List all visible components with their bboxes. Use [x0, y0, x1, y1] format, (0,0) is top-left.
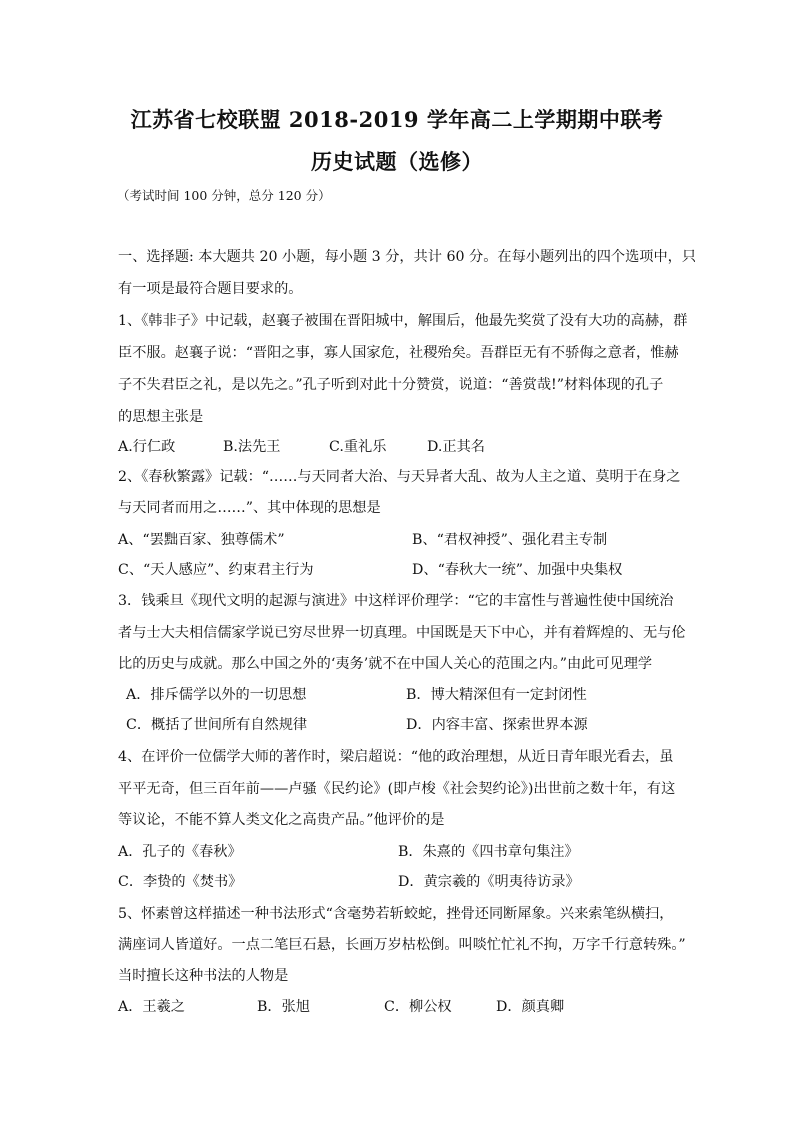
q2-text-line-2: 与天同者而用之……”、其中体现的思想是 — [118, 500, 381, 516]
q2-option-c: C、“天人感应”、约束君主行为 — [118, 562, 314, 578]
q4-option-d: D．黄宗羲的《明夷待访录》 — [398, 874, 580, 890]
q2-text-line-1: 2、《春秋繁露》记载：“……与天同者大治、与天异者大乱、故为人主之道、莫明于在身之 — [118, 469, 681, 485]
q1-text-line-2: 臣不服。赵襄子说：“晋阳之事，寡人国家危，社稷殆矣。吾群臣无有不骄侮之意者，惟赫 — [118, 345, 679, 361]
q1-option-a: A.行仁政 — [118, 439, 176, 455]
q3-option-a: A．排斥儒学以外的一切思想 — [126, 687, 307, 703]
q4-option-c: C．李贽的《焚书》 — [118, 874, 243, 890]
q3-option-c: C．概括了世间所有自然规律 — [126, 717, 308, 733]
q1-option-d: D.正其名 — [427, 439, 485, 455]
q4-text-line-2: 平平无奇，但三百年前——卢骚《民约论》(即卢梭《社会契约论》)出世前之数十年，有这 — [118, 781, 676, 797]
section-instruction-line-1: 一、选择题: 本大题共 20 小题，每小题 3 分，共计 60 分。在每小题列出的四个选项中，只 — [118, 249, 697, 265]
q5-option-a: A．王羲之 — [118, 999, 185, 1015]
q5-option-b: B．张旭 — [257, 999, 310, 1015]
q1-option-b: B.法先王 — [223, 439, 281, 455]
q5-text-line-3: 当时擅长这种书法的人物是 — [118, 968, 289, 984]
q5-text-line-1: 5、怀素曾这样描述一种书法形式“含毫势若斩蛟蛇，挫骨还同断犀象。兴来索笔纵横扫， — [118, 906, 674, 922]
q1-option-c: C.重礼乐 — [329, 439, 387, 455]
q2-option-b: B、“君权神授”、强化君主专制 — [412, 532, 608, 548]
q2-option-d: D、“春秋大一统”、加强中央集权 — [412, 562, 623, 578]
q5-text-line-2: 满座词人皆道好。一点二笔巨石悬，长画万岁枯松倒。叫啖忙忙礼不拘，万字千行意转殊。” — [118, 937, 686, 953]
exam-subtitle: 历史试题（选修） — [311, 149, 483, 174]
q4-option-b: B．朱熹的《四书章句集注》 — [398, 844, 579, 860]
q3-option-b: B．博大精深但有一定封闭性 — [406, 687, 587, 703]
q5-option-c: C．柳公权 — [384, 999, 452, 1015]
q1-text-line-3: 子不失君臣之礼，是以先之。”孔子听到对此十分赞赏，说道：“善赏哉!”材料体现的孔子 — [118, 377, 664, 393]
section-instruction-line-2: 有一项是最符合题目要求的。 — [118, 281, 303, 297]
exam-title: 江苏省七校联盟 2018-2019 学年高二上学期期中联考 — [130, 107, 664, 132]
q1-text-line-1: 1、《韩非子》中记载，赵襄子被围在晋阳城中，解围后，他最先奖赏了没有大功的高赫，群 — [118, 313, 688, 329]
q3-text-line-3: 比的历史与成就。那么中国之外的‘夷务’就不在中国人关心的范围之内。”由此可见理学 — [118, 656, 653, 672]
q3-option-d: D．内容丰富、探索世界本源 — [406, 717, 588, 733]
q5-option-d: D．颜真卿 — [496, 999, 565, 1015]
q3-text-line-2: 者与士大夫相信儒家学说已穷尽世界一切真理。中国既是天下中心，并有着辉煌的、无与伦 — [118, 625, 686, 641]
q4-text-line-1: 4、在评价一位儒学大师的著作时，梁启超说：“他的政治理想，从近日青年眼光看去，虽 — [118, 749, 674, 765]
q4-option-a: A．孔子的《春秋》 — [118, 844, 242, 860]
q1-text-line-4: 的思想主张是 — [118, 409, 204, 425]
exam-note: （考试时间 100 分钟，总分 120 分） — [117, 188, 331, 203]
q2-option-a: A、“罢黜百家、独尊儒术” — [118, 532, 285, 548]
q3-text-line-1: 3．钱乘旦《现代文明的起源与演进》中这样评价理学：“它的丰富性与普遍性使中国统治 — [118, 593, 674, 609]
q4-text-line-3: 等议论，不能不算人类文化之高贵产品。”他评价的是 — [118, 812, 445, 828]
